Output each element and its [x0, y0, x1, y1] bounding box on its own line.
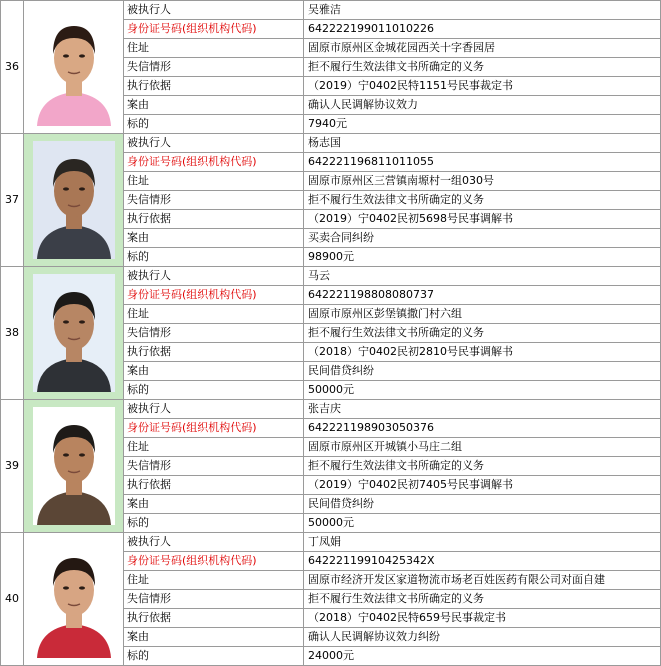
field-value-amount: 7940元: [304, 115, 661, 134]
field-value-name: 丁凤娟: [304, 533, 661, 552]
debtor-photo-cell: [24, 400, 124, 533]
portrait-photo: [33, 540, 115, 658]
field-label-amount: 标的: [124, 647, 304, 666]
field-label-address: 住址: [124, 305, 304, 324]
field-label-id: 身份证号码(组织机构代码): [124, 286, 304, 305]
field-value-id: 64222119910425342X: [304, 552, 661, 571]
field-value-amount: 24000元: [304, 647, 661, 666]
field-value-basis: （2019）宁0402民特1151号民事裁定书: [304, 77, 661, 96]
field-value-situation: 拒不履行生效法律文书所确定的义务: [304, 590, 661, 609]
record-row: [1, 134, 661, 153]
field-value-cause: 民间借贷纠纷: [304, 362, 661, 381]
field-value-cause: 确认人民调解协议效力: [304, 96, 661, 115]
record-row: [1, 533, 661, 552]
record-row: [1, 267, 661, 286]
field-label-situation: 失信情形: [124, 324, 304, 343]
record-number: 38: [1, 267, 24, 400]
field-label-basis: 执行依据: [124, 343, 304, 362]
field-label-situation: 失信情形: [124, 457, 304, 476]
field-label-cause: 案由: [124, 229, 304, 248]
field-label-id: 身份证号码(组织机构代码): [124, 20, 304, 39]
field-label-amount: 标的: [124, 248, 304, 267]
field-label-cause: 案由: [124, 495, 304, 514]
record-number: 39: [1, 400, 24, 533]
field-value-cause: 确认人民调解协议效力纠纷: [304, 628, 661, 647]
field-value-basis: （2018）宁0402民特659号民事裁定书: [304, 609, 661, 628]
field-label-id: 身份证号码(组织机构代码): [124, 153, 304, 172]
record-number: 37: [1, 134, 24, 267]
field-value-address: 固原市原州区开城镇小马庄二组: [304, 438, 661, 457]
record-row: [1, 1, 661, 20]
field-label-situation: 失信情形: [124, 590, 304, 609]
field-value-name: 吴雅洁: [304, 1, 661, 20]
field-label-name: 被执行人: [124, 267, 304, 286]
field-value-amount: 98900元: [304, 248, 661, 267]
field-value-id: 642222199011010226: [304, 20, 661, 39]
field-value-amount: 50000元: [304, 381, 661, 400]
debtor-photo-cell: [24, 1, 124, 134]
field-value-cause: 民间借贷纠纷: [304, 495, 661, 514]
field-value-basis: （2019）宁0402民初7405号民事调解书: [304, 476, 661, 495]
field-value-address: 固原市原州区金城花园西关十字香园居: [304, 39, 661, 58]
field-value-situation: 拒不履行生效法律文书所确定的义务: [304, 191, 661, 210]
field-label-amount: 标的: [124, 115, 304, 134]
record-number: 36: [1, 1, 24, 134]
record-number: 40: [1, 533, 24, 666]
field-label-address: 住址: [124, 39, 304, 58]
field-value-situation: 拒不履行生效法律文书所确定的义务: [304, 58, 661, 77]
field-label-amount: 标的: [124, 514, 304, 533]
field-label-address: 住址: [124, 571, 304, 590]
field-value-address: 固原市原州区三营镇南塬村一组030号: [304, 172, 661, 191]
field-value-cause: 买卖合同纠纷: [304, 229, 661, 248]
field-label-basis: 执行依据: [124, 609, 304, 628]
field-value-id: 642221198903050376: [304, 419, 661, 438]
field-value-basis: （2019）宁0402民初5698号民事调解书: [304, 210, 661, 229]
field-label-name: 被执行人: [124, 533, 304, 552]
debtor-photo-cell: [24, 267, 124, 400]
field-label-basis: 执行依据: [124, 210, 304, 229]
field-label-name: 被执行人: [124, 134, 304, 153]
field-label-situation: 失信情形: [124, 191, 304, 210]
field-value-address: 固原市经济开发区家道物流市场老百姓医药有限公司对面自建: [304, 571, 661, 590]
field-label-id: 身份证号码(组织机构代码): [124, 552, 304, 571]
field-label-address: 住址: [124, 438, 304, 457]
portrait-photo: [33, 407, 115, 525]
field-label-situation: 失信情形: [124, 58, 304, 77]
field-label-cause: 案由: [124, 628, 304, 647]
portrait-photo: [33, 274, 115, 392]
field-value-situation: 拒不履行生效法律文书所确定的义务: [304, 324, 661, 343]
portrait-photo: [33, 141, 115, 259]
field-label-amount: 标的: [124, 381, 304, 400]
field-value-address: 固原市原州区彭堡镇撒门村六组: [304, 305, 661, 324]
field-label-id: 身份证号码(组织机构代码): [124, 419, 304, 438]
record-row: [1, 400, 661, 419]
field-label-basis: 执行依据: [124, 476, 304, 495]
field-label-name: 被执行人: [124, 400, 304, 419]
field-value-basis: （2018）宁0402民初2810号民事调解书: [304, 343, 661, 362]
field-value-amount: 50000元: [304, 514, 661, 533]
field-label-address: 住址: [124, 172, 304, 191]
portrait-photo: [33, 8, 115, 126]
field-label-cause: 案由: [124, 362, 304, 381]
debtor-photo-cell: [24, 533, 124, 666]
field-label-cause: 案由: [124, 96, 304, 115]
field-label-name: 被执行人: [124, 1, 304, 20]
field-value-name: 张吉庆: [304, 400, 661, 419]
field-value-situation: 拒不履行生效法律文书所确定的义务: [304, 457, 661, 476]
field-label-basis: 执行依据: [124, 77, 304, 96]
field-value-name: 杨志国: [304, 134, 661, 153]
field-value-name: 马云: [304, 267, 661, 286]
debtor-photo-cell: [24, 134, 124, 267]
field-value-id: 642221198808080737: [304, 286, 661, 305]
field-value-id: 642221196811011055: [304, 153, 661, 172]
